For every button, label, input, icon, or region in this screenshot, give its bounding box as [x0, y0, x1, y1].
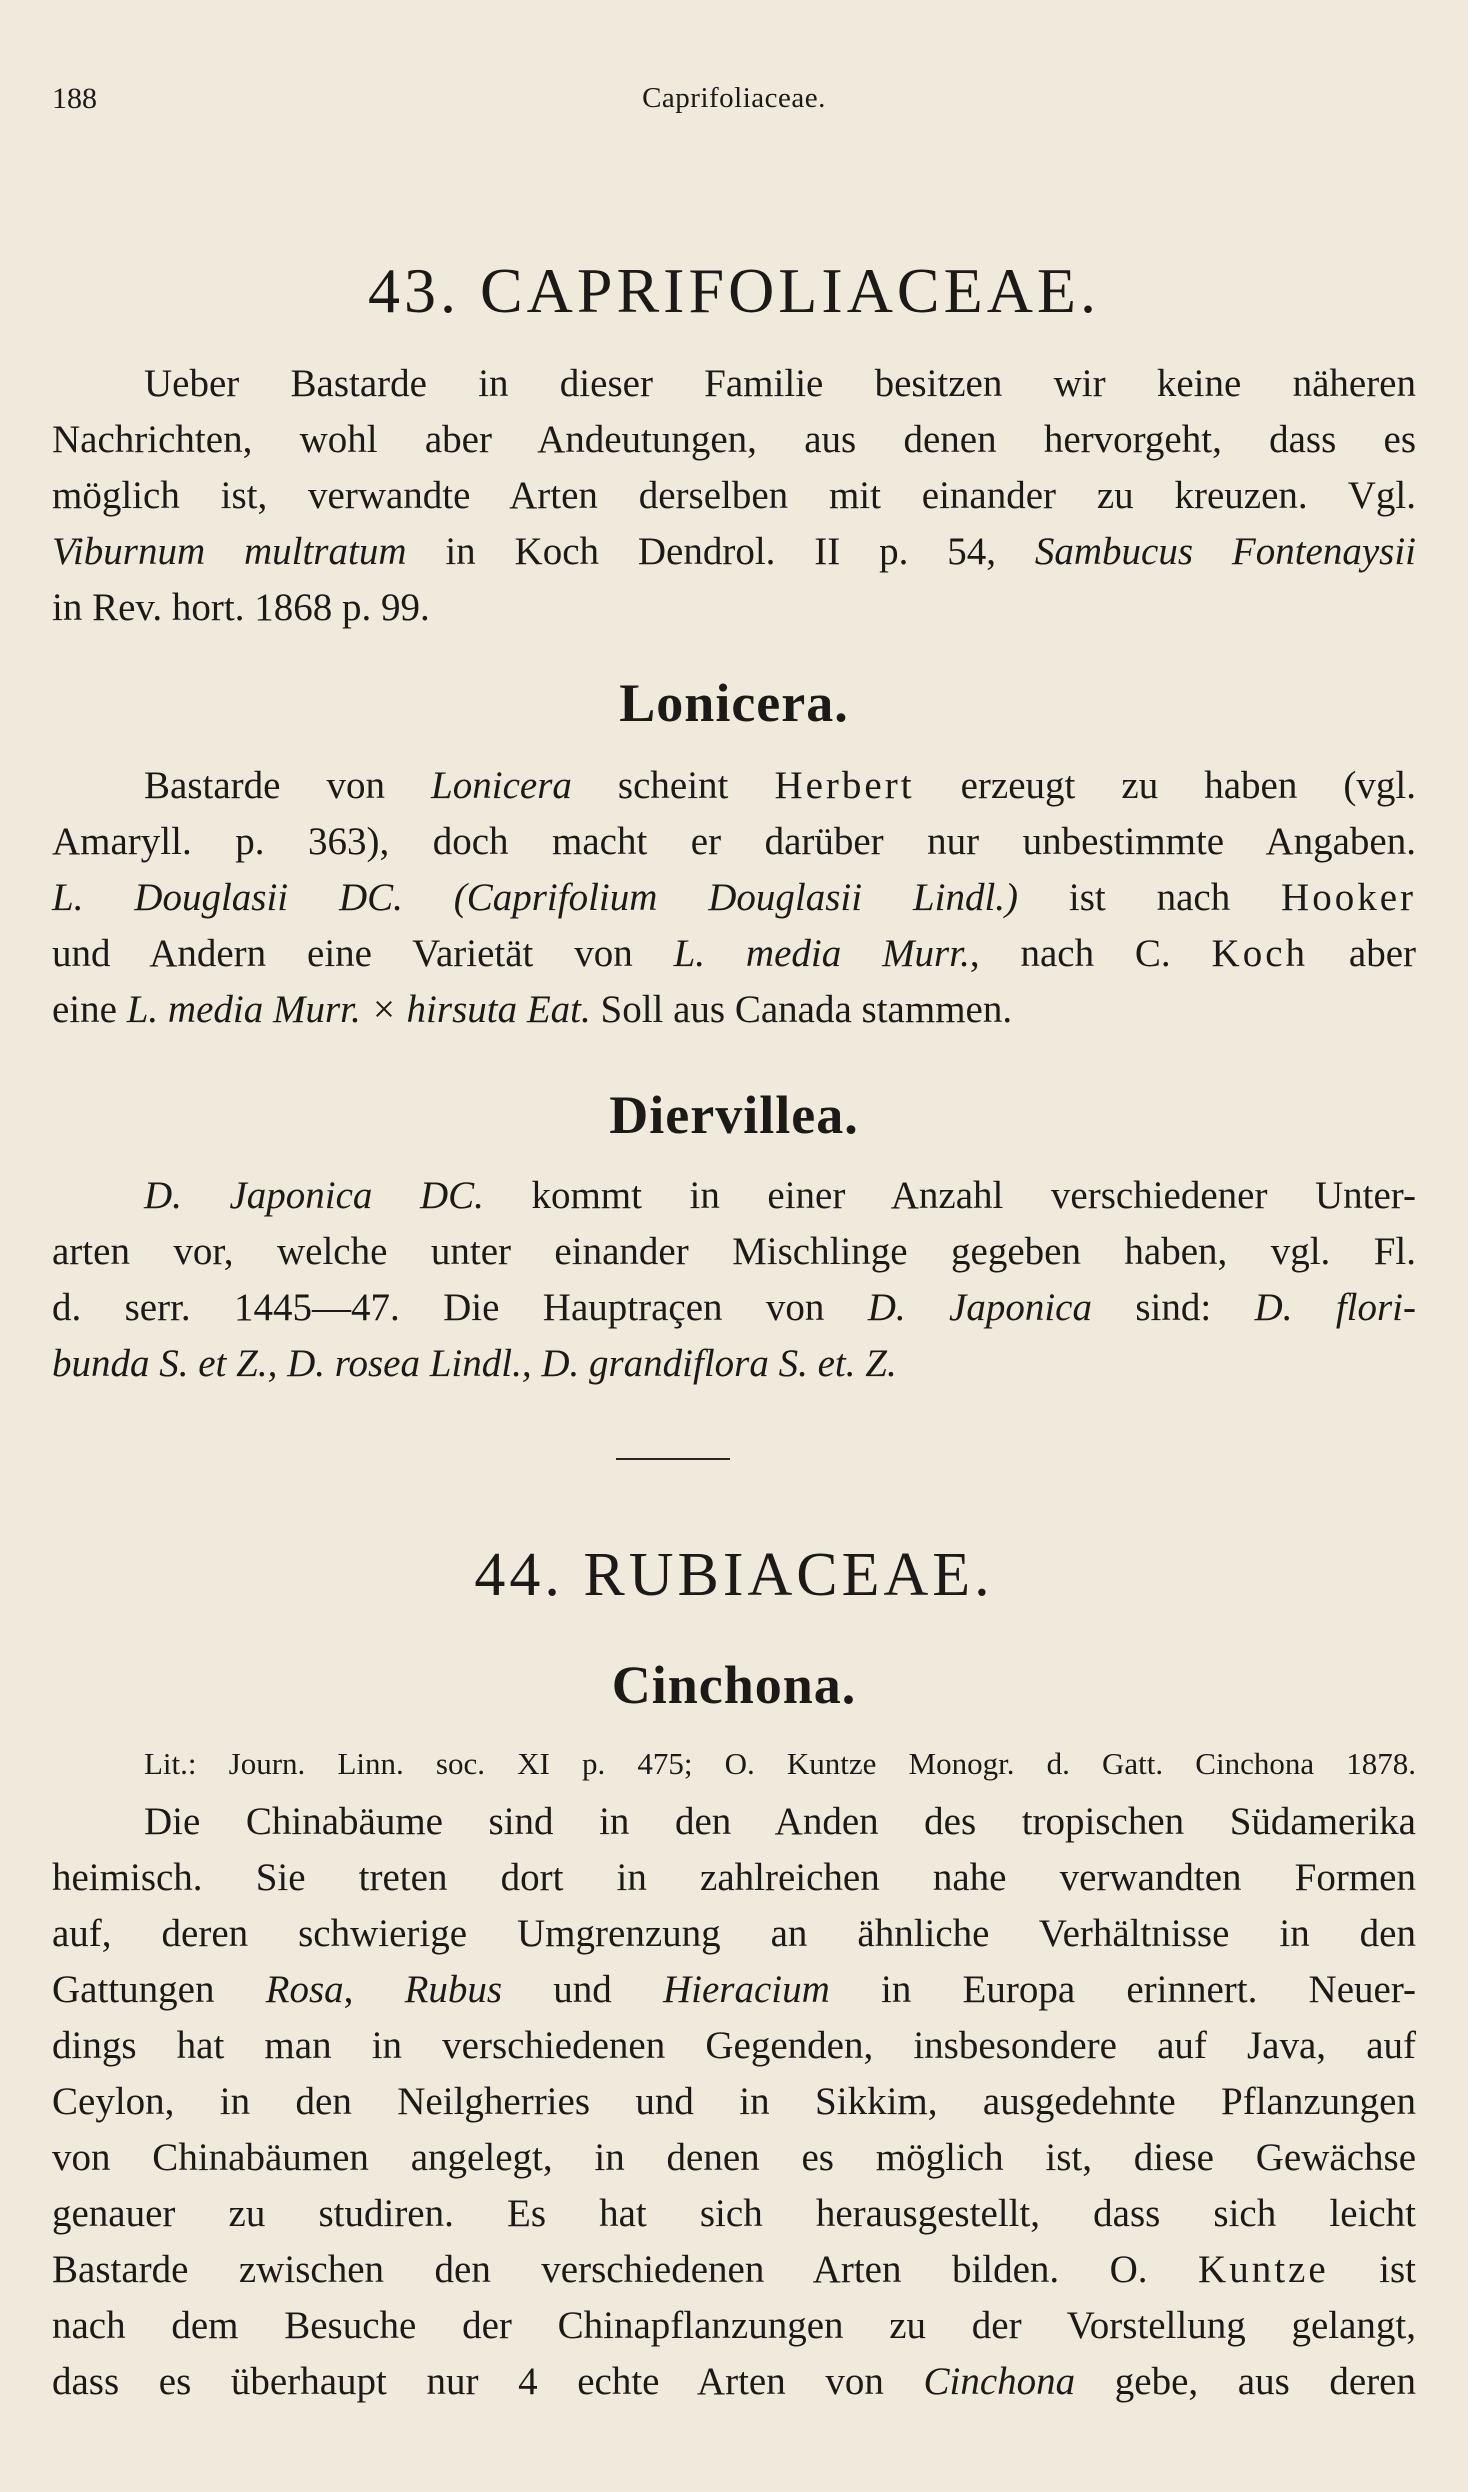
- taxon-name: Rubus: [404, 1968, 503, 2011]
- paragraph-cinchona: [52, 1794, 1416, 2410]
- text-line: von Chinabäumen angelegt, in denen es möglich ist, diese Gewächse: [52, 2136, 1416, 2179]
- text-run: eine: [52, 988, 127, 1031]
- text-run: Gattungen: [52, 1968, 266, 2011]
- taxon-name: Viburnum multratum: [52, 530, 407, 573]
- text-run: und Andern eine Varietät von: [52, 932, 674, 975]
- taxon-name: Rosa: [265, 1968, 344, 2011]
- paragraph-caprifoliaceae-intro: [52, 356, 1416, 636]
- taxon-name: bunda S. et Z., D. rosea Lindl., D. grandiflora S. et. Z.: [52, 1342, 897, 1385]
- text-run: sind:: [1091, 1286, 1255, 1329]
- taxon-name: Sambucus Fontenaysii: [1034, 530, 1416, 573]
- page-number: 188: [52, 82, 97, 115]
- running-title: Caprifoliaceae.: [642, 82, 826, 114]
- text-line: [52, 1336, 1416, 1392]
- text-line: [52, 1962, 1416, 2018]
- text-line: [52, 1280, 1416, 1336]
- taxon-name: D. Japonica: [867, 1286, 1092, 1329]
- text-run: , nach C.: [969, 932, 1212, 975]
- text-line: [52, 2354, 1416, 2410]
- author-name: Hooker: [1281, 876, 1416, 919]
- text-run: aber: [1308, 932, 1416, 975]
- text-run: scheint: [571, 764, 775, 807]
- taxon-name: Hieracium: [663, 1968, 830, 2011]
- text-line: [52, 1168, 1416, 1224]
- text-line: [52, 524, 1416, 580]
- text-line: möglich ist, verwandte Arten derselben mit einander zu kreuzen. Vgl.: [52, 474, 1416, 517]
- taxon-name: D. Japonica DC.: [144, 1174, 484, 1217]
- literature-reference: Lit.: Journ. Linn. soc. XI p. 475; O. Kuntze Monogr. d. Gatt. Cinchona 1878.: [144, 1746, 1416, 1781]
- text-line: arten vor, welche unter einander Mischlinge gegeben haben, vgl. Fl.: [52, 1230, 1416, 1273]
- text-run: in Europa erinnert. Neuer-: [829, 1968, 1417, 2011]
- genus-heading-diervillea: Diervillea.: [609, 1085, 859, 1145]
- paragraph-lonicera: [52, 758, 1416, 1038]
- author-name: Kuntze: [1198, 2248, 1329, 2291]
- text-line: auf, deren schwierige Umgrenzung an ähnliche Verhältnisse in den: [52, 1912, 1416, 1955]
- text-column: [52, 0, 1416, 2492]
- text-line: Ceylon, in den Neilgherries und in Sikkim, ausgedehnte Pflanzungen: [52, 2080, 1416, 2123]
- text-run: ,: [343, 1968, 405, 2011]
- text-run: und: [502, 1968, 663, 2011]
- text-run: erzeugt zu haben (vgl.: [914, 764, 1416, 807]
- text-line: nach dem Besuche der Chinapflanzungen zu der Vorstellung gelangt,: [52, 2304, 1416, 2347]
- text-line: [52, 758, 1416, 814]
- text-run: Soll aus Canada stammen.: [590, 988, 1013, 1031]
- text-line: [52, 2242, 1416, 2298]
- text-line: Die Chinabäume sind in den Anden des tropischen Südamerika: [144, 1800, 1416, 1843]
- taxon-name: L. media Murr. × hirsuta Eat.: [126, 988, 591, 1031]
- text-run: d. serr. 1445—47. Die Hauptraçen von: [52, 1286, 868, 1329]
- taxon-name: Lonicera: [431, 764, 572, 807]
- author-name: Herbert: [774, 764, 915, 807]
- text-line: Ueber Bastarde in dieser Familie besitzen wir keine näheren: [144, 362, 1416, 405]
- text-run: ist nach: [1018, 876, 1282, 919]
- taxon-name: L. media Murr.: [673, 932, 970, 975]
- text-line: Nachrichten, wohl aber Andeutungen, aus denen hervorgeht, dass es: [52, 418, 1416, 461]
- taxon-name: L. Douglasii DC. (Caprifolium Douglasii Lindl.): [52, 876, 1019, 919]
- taxon-name: D. flori-: [1254, 1286, 1416, 1329]
- genus-heading-lonicera: Lonicera.: [619, 673, 849, 733]
- text-line: [52, 926, 1416, 982]
- author-name: Koch: [1211, 932, 1309, 975]
- text-run: gebe, aus deren: [1075, 2360, 1416, 2403]
- taxon-name: Cinchona: [923, 2360, 1076, 2403]
- text-line: heimisch. Sie treten dort in zahlreichen nahe verwandten Formen: [52, 1856, 1416, 1899]
- text-run: kommt in einer Anzahl verschiedener Unter-: [483, 1174, 1416, 1217]
- text-run: dass es überhaupt nur 4 echte Arten von: [52, 2360, 924, 2403]
- text-line: [52, 870, 1416, 926]
- text-line: in Rev. hort. 1868 p. 99.: [52, 586, 430, 629]
- text-run: Bastarde von: [144, 764, 432, 807]
- text-run: Bastarde zwischen den verschiedenen Arten bilden. O.: [52, 2248, 1199, 2291]
- text-line: genauer zu studiren. Es hat sich herausgestellt, dass sich leicht: [52, 2192, 1416, 2235]
- paragraph-diervillea: [52, 1168, 1416, 1392]
- text-run: ist: [1328, 2248, 1416, 2291]
- text-line: dings hat man in verschiedenen Gegenden, insbesondere auf Java, auf: [52, 2024, 1416, 2067]
- text-run: in Koch Dendrol. II p. 54,: [406, 530, 1035, 573]
- family-heading-rubiaceae: 44. RUBIACEAE.: [474, 1541, 994, 1609]
- genus-heading-cinchona: Cinchona.: [611, 1655, 857, 1715]
- section-divider: [616, 1458, 730, 1460]
- family-heading-caprifoliaceae: 43. CAPRIFOLIACEAE.: [367, 255, 1101, 326]
- text-line: Amaryll. p. 363), doch macht er darüber nur unbestimmte Angaben.: [52, 820, 1416, 863]
- text-line: [52, 982, 1416, 1038]
